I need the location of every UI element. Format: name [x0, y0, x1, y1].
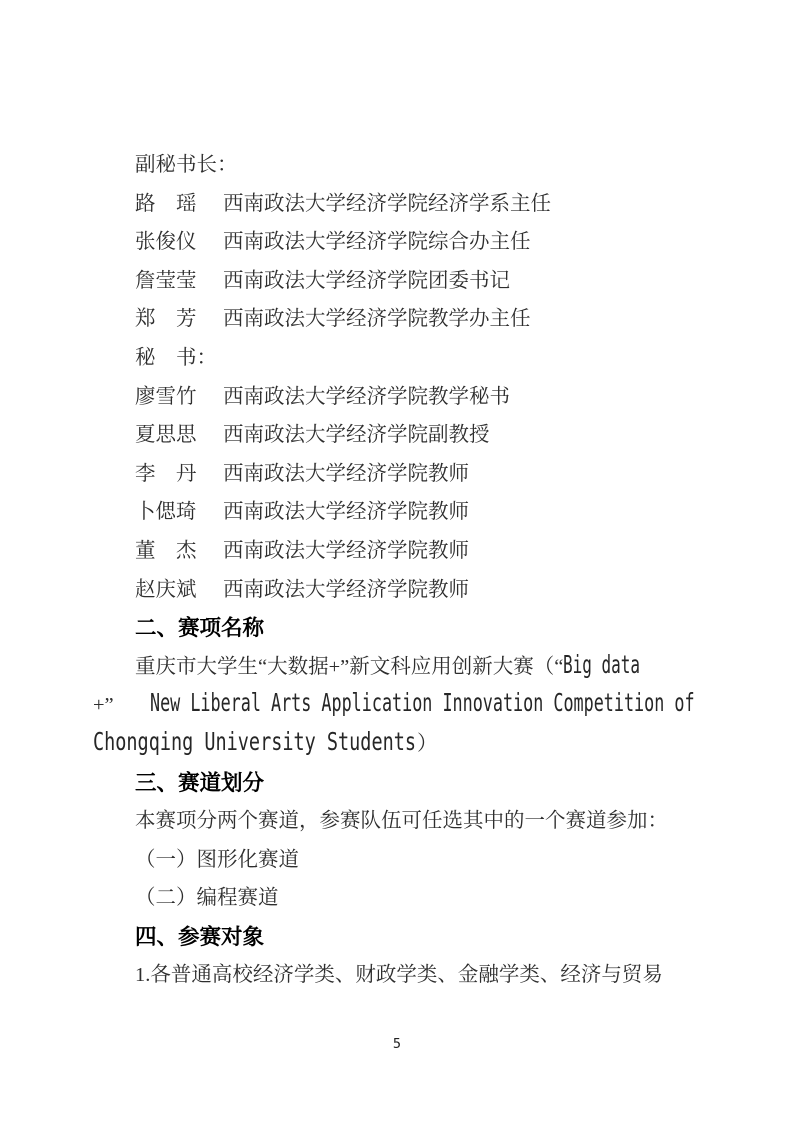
page-number: 5: [392, 1036, 402, 1052]
roster-name: 夏思思: [135, 424, 197, 447]
roster-name: 赵庆斌: [135, 578, 197, 601]
roster-name: 卜偲琦: [135, 501, 197, 524]
roster-name: 郑 芳: [135, 308, 197, 331]
roster-name: 廖雪竹: [135, 385, 197, 408]
roster-row: [93, 300, 701, 339]
competition-name-line-2-zh: +”: [93, 694, 114, 717]
competition-name-line-1-en: Big data: [563, 649, 641, 679]
tracks-intro: 本赛项分两个赛道，参赛队伍可任选其中的一个赛道参加：: [135, 810, 668, 833]
roster-title: 西南政法大学经济学院综合办主任: [223, 231, 531, 254]
roster-row: [93, 223, 701, 262]
roster-title: 西南政法大学经济学院团委书记: [223, 269, 510, 292]
track-item-2: （二）编程赛道: [135, 887, 279, 910]
track-item-1: （一）图形化赛道: [135, 848, 299, 871]
roster-title: 西南政法大学经济学院教师: [223, 539, 469, 562]
deputy-secretary-label: 副秘书长：: [135, 154, 238, 176]
roster-row: [93, 532, 701, 571]
competition-name-line-2-en: New Liberal Arts Application Innovation Competition of: [149, 688, 695, 718]
roster-name: 张俊仪: [135, 231, 197, 254]
roster-row: [93, 416, 701, 455]
roster-title: 西南政法大学经济学院教学秘书: [223, 385, 510, 408]
competition-name-line-1: [93, 648, 701, 687]
section-heading-tracks: 三、赛道划分: [135, 770, 265, 795]
roster-row: [93, 571, 701, 610]
roster-name: 路 瑶: [135, 192, 197, 215]
roster-name: 李 丹: [135, 462, 197, 485]
roster-title: 西南政法大学经济学院经济学系主任: [223, 192, 551, 215]
roster-row: [93, 185, 701, 224]
competition-name-line-1-zh: 重庆市大学生“大数据+”新文科应用创新大赛（“: [135, 655, 564, 678]
roster-row: [93, 262, 701, 301]
roster-name: 董 杰: [135, 539, 197, 562]
participants-first-line: 1.各普通高校经济学类、财政学类、金融学类、经济与贸易: [135, 964, 663, 987]
roster-title: 西南政法大学经济学院教学办主任: [223, 308, 531, 331]
roster-row: [93, 493, 701, 532]
document-body: [93, 146, 701, 995]
roster-title: 西南政法大学经济学院教师: [223, 462, 469, 485]
roster-row: [93, 378, 701, 417]
roster-title: 西南政法大学经济学院副教授: [223, 424, 490, 447]
roster-name: 詹莹莹: [135, 269, 197, 292]
competition-name-line-3-zh: ）: [417, 732, 438, 755]
section-heading-participants: 四、参赛对象: [135, 924, 265, 949]
competition-name-line-2: [93, 686, 701, 725]
secretary-label: 秘 书：: [135, 346, 217, 369]
competition-name-line-3-en: Chongqing University Students: [93, 726, 417, 756]
roster-title: 西南政法大学经济学院教师: [223, 501, 469, 524]
roster-row: [93, 455, 701, 494]
roster-title: 西南政法大学经济学院教师: [223, 578, 469, 601]
competition-name-line-3: [93, 725, 701, 764]
section-heading-competition-name: 二、赛项名称: [135, 616, 265, 641]
